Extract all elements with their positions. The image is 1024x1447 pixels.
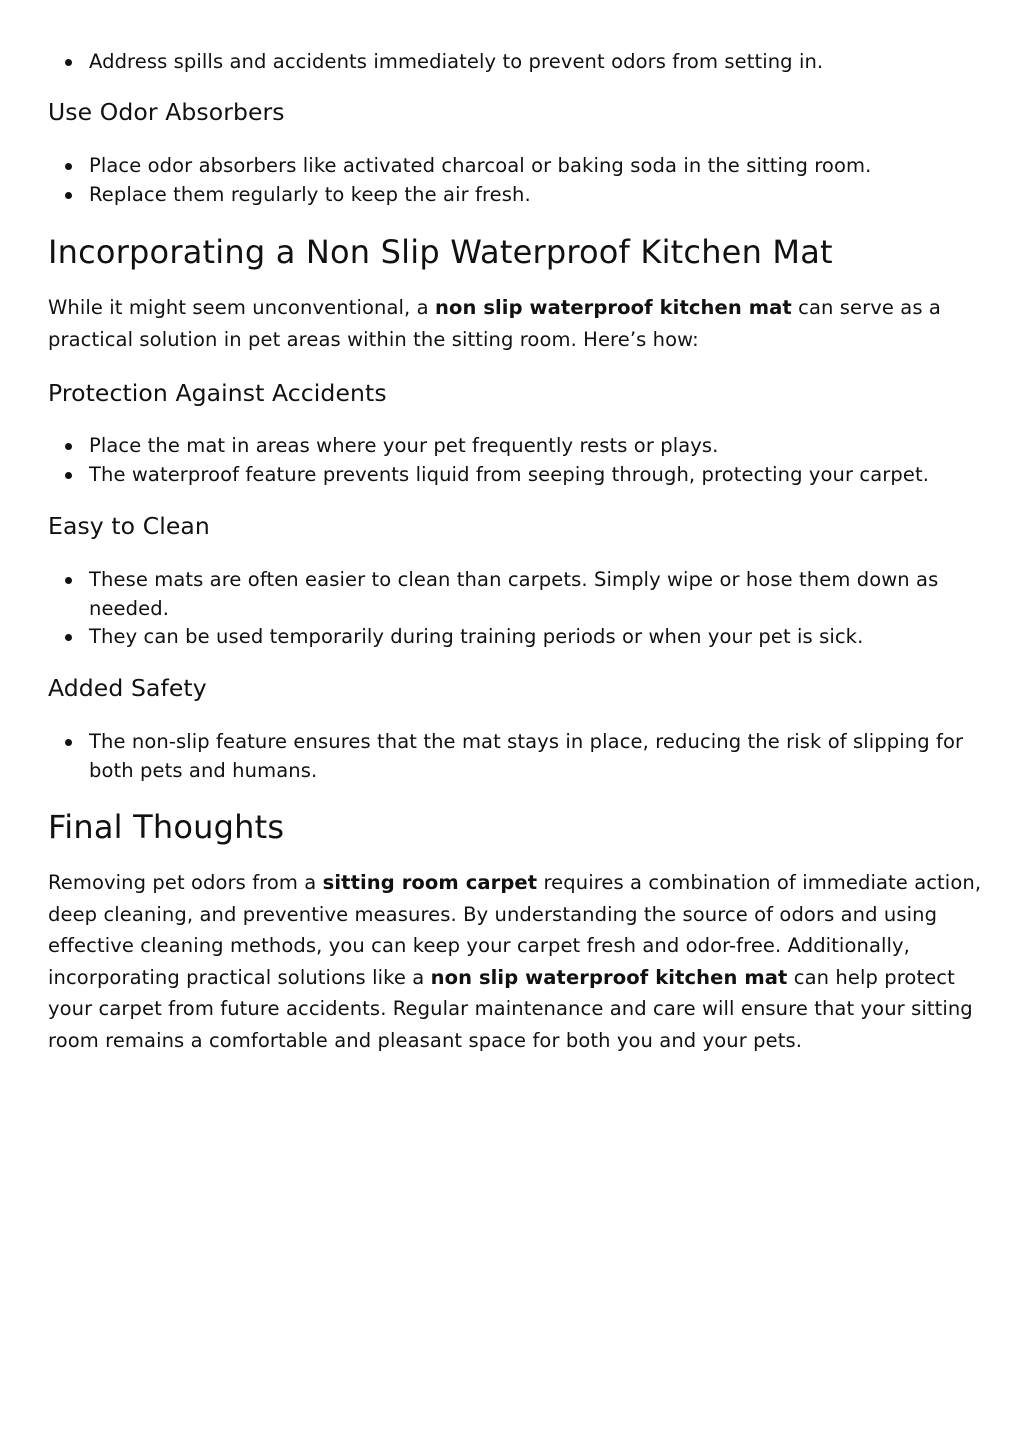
bold-text: non slip waterproof kitchen mat [434,296,792,319]
bold-text: non slip waterproof kitchen mat [430,965,788,989]
paragraph-final-thoughts [48,867,984,1056]
bullet-list-spills [48,48,976,77]
text-run: Removing pet odors from a [48,871,323,894]
bullet-list-odor-absorbers [48,152,976,209]
subheading-easy-to-clean: Easy to Clean [48,512,210,540]
list-item: These mats are often easier to clean than carpets. Simply wipe or hose them down as needed. [48,566,984,623]
list-item: They can be used temporarily during training periods or when your pet is sick. [48,623,984,652]
list-item: Place the mat in areas where your pet frequently rests or plays. [48,432,984,461]
text-run: requires a combination of immediate action, deep cleaning, and preventive measures. By understanding the source of odors and using effective cleaning methods, you can keep your carpet fresh and odor-free. Additionally, incorporating practical solutions like a [48,871,982,989]
list-item: The non-slip feature ensures that the mat stays in place, reducing the risk of slipping for both pets and humans. [48,728,984,785]
list-item: Address spills and accidents immediately to prevent odors from setting in. [48,48,976,77]
text-run: can serve as a practical solution in pet areas within the sitting room. Here’s how: [48,296,941,351]
paragraph-incorporating-intro [48,292,984,355]
subheading-use-odor-absorbers: Use Odor Absorbers [48,98,285,126]
subheading-protection-against-accidents: Protection Against Accidents [48,379,387,407]
list-item: Place odor absorbers like activated charcoal or baking soda in the sitting room. [48,152,976,181]
heading-final-thoughts: Final Thoughts [48,808,285,846]
bold-text: sitting room carpet [322,871,538,894]
text-run: can help protect your carpet from future accidents. Regular maintenance and care will ensure that your sitting room remains a comfortable and pleasant space for both you and your pets. [48,965,973,1052]
list-item: The waterproof feature prevents liquid from seeping through, protecting your carpet. [48,461,984,490]
text-run: While it might seem unconventional, a [48,296,435,319]
bullet-list-protection [48,432,984,489]
bullet-list-added-safety [48,728,984,785]
bullet-list-easy-clean [48,566,984,652]
subheading-added-safety: Added Safety [48,674,207,702]
list-item: Replace them regularly to keep the air fresh. [48,181,976,210]
heading-incorporating-mat: Incorporating a Non Slip Waterproof Kitchen Mat [48,233,833,271]
